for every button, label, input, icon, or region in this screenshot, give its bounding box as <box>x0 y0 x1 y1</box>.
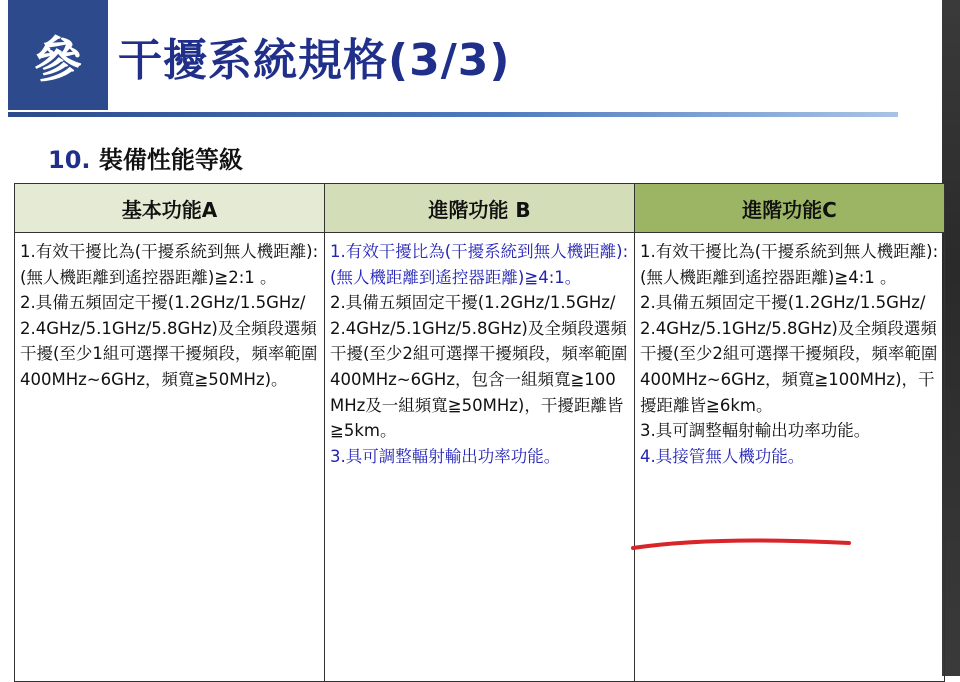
cell-advanced-c <box>635 233 945 682</box>
section-number: 10. <box>48 146 91 174</box>
cell-basic-a <box>15 233 325 682</box>
spec-item: 1.有效干擾比為(干擾系統到無人機距離):(無人機距離到遙控器距離)≧4:1。 <box>330 242 629 287</box>
spec-item: 1.有效干擾比為(干擾系統到無人機距離):(無人機距離到遙控器距離)≧2:1 。 <box>20 242 319 287</box>
table-row <box>15 233 945 682</box>
section-heading <box>48 140 243 175</box>
spec-item: 1.有效干擾比為(干擾系統到無人機距離):(無人機距離到遙控器距離)≧4:1 。 <box>640 242 939 287</box>
table-header-row <box>15 184 945 233</box>
cell-advanced-b <box>325 233 635 682</box>
page-title: 干擾系統規格(3/3) <box>118 35 511 86</box>
spec-item: 2.具備五頻固定干擾(1.2GHz/1.5GHz/2.4GHz/5.1GHz/5.8GHz)及全頻段選頻干擾(至少1組可選擇干擾頻段，頻率範圍400MHz~6GHz，頻寬≧50MHz)。 <box>20 293 318 389</box>
header-basic-a: 基本功能A <box>15 184 325 233</box>
red-underline-annotation <box>630 535 852 553</box>
chapter-badge <box>8 0 108 110</box>
section-label: 裝備性能等級 <box>98 146 243 174</box>
spec-table <box>14 183 945 682</box>
spec-item: 3.具可調整輻射輸出功率功能。 <box>330 446 561 466</box>
title-divider <box>8 112 898 117</box>
spec-item: 3.具可調整輻射輸出功率功能。 <box>640 421 871 441</box>
spec-item: 2.具備五頻固定干擾(1.2GHz/1.5GHz/2.4GHz/5.1GHz/5.8GHz)及全頻段選頻干擾(至少2組可選擇干擾頻段，頻率範圍400MHz~6GHz，頻寬≧100MHz)，干擾距離皆≧6km。 <box>640 293 938 415</box>
header-advanced-c: 進階功能C <box>635 184 945 233</box>
header-advanced-b: 進階功能 B <box>325 184 635 233</box>
spec-item-highlighted: 4.具接管無人機功能。 <box>640 446 805 466</box>
spec-item: 2.具備五頻固定干擾(1.2GHz/1.5GHz/2.4GHz/5.1GHz/5.8GHz)及全頻段選頻干擾(至少2組可選擇干擾頻段，頻率範圍400MHz~6GHz，包含一組頻寬≧100MHz及一組頻寬≧50MHz)，干擾距離皆≧5km。 <box>330 293 628 441</box>
chapter-badge-char: 參 <box>33 31 82 88</box>
